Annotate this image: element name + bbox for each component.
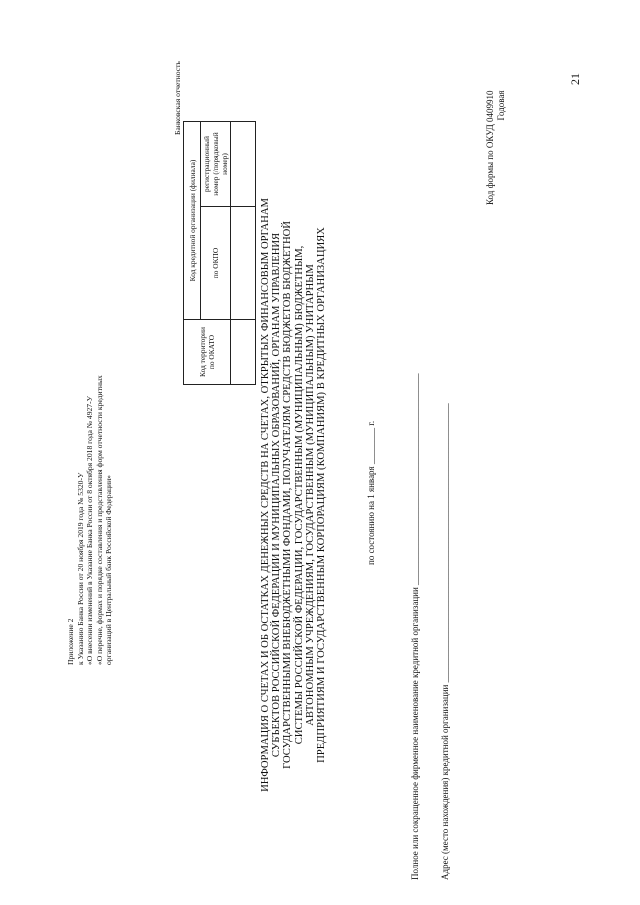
- appendix-line: «О перечне, формах и порядке составления и представления форм отчетности кредитных: [94, 375, 104, 665]
- reg-number-header: регистрационный номер (/порядковый номер): [201, 122, 231, 207]
- appendix-line: к Указанию Банка России от 20 ноября 2019 года № 5320-У: [75, 472, 85, 665]
- okpo-header: по ОКПО: [201, 207, 231, 320]
- title-line: ИНФОРМАЦИЯ О СЧЕТАХ И ОБ ОСТАТКАХ ДЕНЕЖНЫХ СРЕДСТВ НА СЧЕТАХ, ОТКРЫТЫХ ФИНАНСОВЫМ ОРГАНАМ: [260, 198, 271, 792]
- credit-org-code-header: Код кредитной организации (филиала): [184, 122, 201, 320]
- appendix-block: [66, 285, 114, 665]
- title-line: АВТОНОМНЫМ УЧРЕЖДЕНИЯМ, ГОСУДАРСТВЕННЫМ (МУНИЦИПАЛЬНЫМ) УНИТАРНЫМ: [304, 264, 316, 726]
- page-number: 21: [568, 73, 582, 85]
- okpo-cell: [231, 207, 256, 320]
- title-line: СИСТЕМЫ РОССИЙСКОЙ ФЕДЕРАЦИИ, ГОСУДАРСТВЕННЫМ (МУНИЦИПАЛЬНЫМ) БЮДЖЕТНЫМ,: [293, 245, 305, 745]
- title-line: СУБЪЕКТОВ РОССИЙСКОЙ ФЕДЕРАЦИИ И МУНИЦИПАЛЬНЫХ ОБРАЗОВАНИЙ, ОРГАНАМ УПРАВЛЕНИЯ: [271, 232, 283, 758]
- address-field: Адрес (место нахождения) кредитной организации ______________________________________________________________: [440, 403, 450, 880]
- full-name-field: Полное или сокращенное фирменное наименование кредитной организации _______________________________________________: [410, 373, 420, 880]
- okud-block: [485, 90, 507, 205]
- appendix-line: организаций в Центральный банк Российской Федерации»: [104, 475, 114, 665]
- reg-number-cell: [231, 122, 256, 207]
- title-line: ПРЕДПРИЯТИЯМ И ГОСУДАРСТВЕННЫМ КОРПОРАЦИЯМ (КОМПАНИЯМ) В КРЕДИТНЫХ ОРГАНИЗАЦИЯХ: [316, 227, 328, 763]
- form-title: [260, 125, 327, 865]
- territory-code-header: Код территории по ОКАТО: [184, 320, 231, 385]
- okud-code: Код формы по ОКУД 0409910: [485, 90, 495, 205]
- title-line: ГОСУДАРСТВЕННЫМИ ВНЕБЮДЖЕТНЫМИ ФОНДАМИ, ПОЛУЧАТЕЛЯМ СРЕДСТВ БЮДЖЕТОВ БЮДЖЕТНОЙ: [282, 221, 294, 769]
- okud-period: Годовая: [496, 90, 506, 121]
- state-date: по состоянию на 1 января ________ г.: [366, 420, 376, 565]
- territory-code-cell: [231, 320, 256, 385]
- codes-table: [183, 121, 256, 385]
- appendix-line: «О внесении изменений в Указание Банка России от 8 октября 2018 года № 4927-У: [85, 395, 95, 665]
- bank-report-label: Банковская отчетность: [173, 61, 182, 135]
- appendix-line: Приложение 2: [66, 618, 75, 665]
